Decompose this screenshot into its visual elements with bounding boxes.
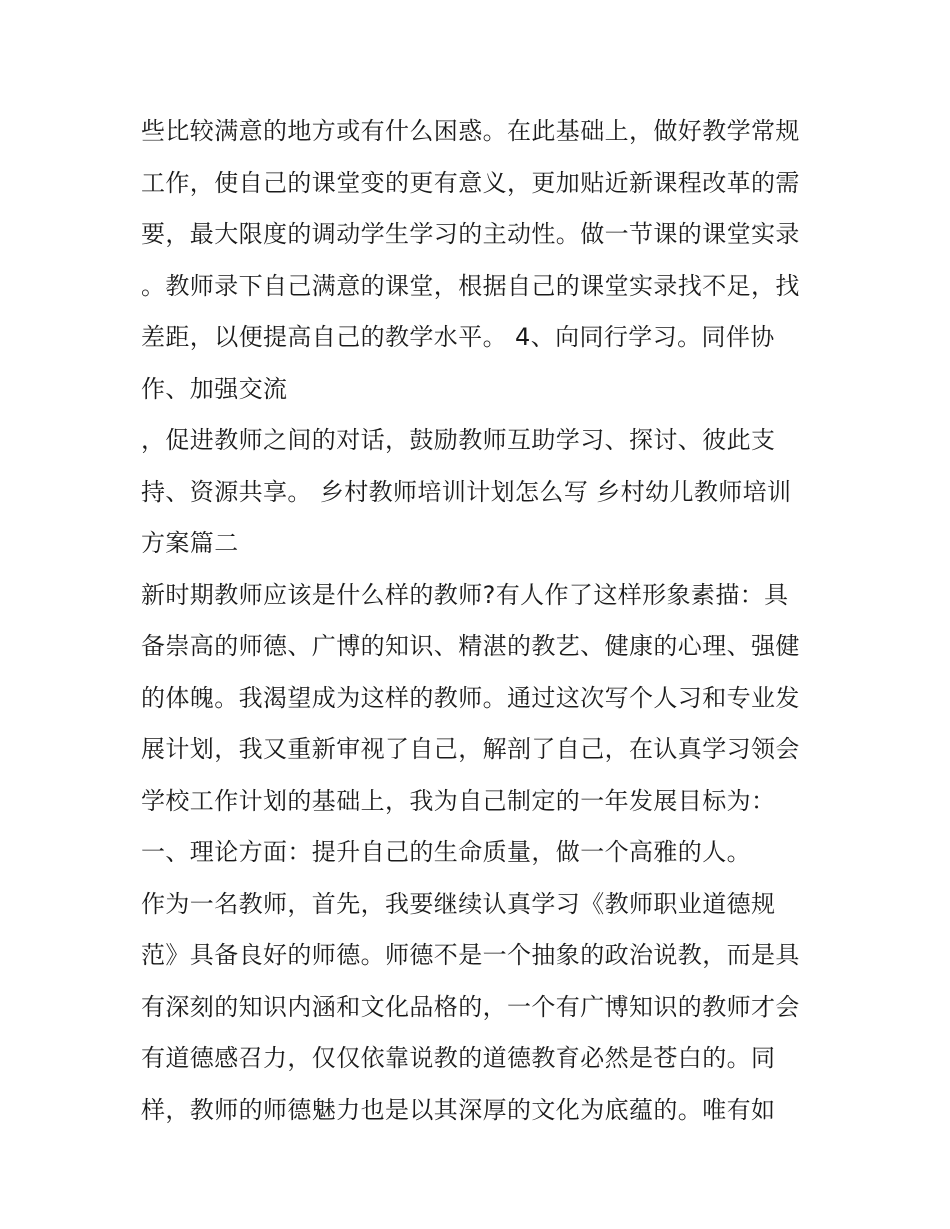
text-line: 样，教师的师德魅力也是以其深厚的文化为底蕴的。唯有如	[141, 1095, 776, 1124]
text-line: 有道德感召力，仅仅依靠说教的道德教育必然是苍白的。同	[141, 1044, 776, 1072]
text-line: 新时期教师应该是什么样的教师?有人作了这样形象素描：具	[141, 580, 789, 609]
text-line: 的体魄。我渴望成为这样的教师。通过这次写个人习和专业发	[141, 683, 800, 712]
text-line: 方案篇二	[141, 529, 239, 557]
text-line: 作为一名教师，首先，我要继续认真学习《教师职业道德规	[141, 889, 776, 918]
text-line: 范》具备良好的师德。师德不是一个抽象的政治说教，而是具	[141, 941, 800, 969]
text-line: 要，最大限度的调动学生学习的主动性。做一节课的课堂实录	[141, 220, 800, 248]
text-line: 持、资源共享。 乡村教师培训计划怎么写 乡村幼儿教师培训	[141, 477, 792, 506]
text-line: 差距，以便提高自己的教学水平。 4、向同行学习。同伴协	[141, 323, 775, 351]
text-line: 展计划，我又重新审视了自己，解剖了自己，在认真学习领会	[141, 735, 800, 763]
text-line: 些比较满意的地方或有什么困惑。在此基础上，做好教学常规	[141, 117, 800, 145]
text-line: 有深刻的知识内涵和文化品格的，一个有广博知识的教师才会	[141, 992, 800, 1021]
text-line: 。教师录下自己满意的课堂，根据自己的课堂实录找不足，找	[141, 271, 800, 300]
text-line: 作、加强交流	[141, 374, 288, 403]
text-line: 一、理论方面：提升自己的生命质量，做一个高雅的人。	[141, 838, 751, 866]
text-line: 工作，使自己的课堂变的更有意义，更加贴近新课程改革的需	[141, 168, 800, 197]
text-line: 备崇高的师德、广博的知识、精湛的教艺、健康的心理、强健	[141, 632, 800, 660]
text-line: ，促进教师之间的对话，鼓励教师互助学习、探讨、彼此支	[141, 426, 776, 454]
document-body	[141, 106, 821, 1136]
text-line: 学校工作计划的基础上，我为自己制定的一年发展目标为：	[141, 786, 776, 815]
